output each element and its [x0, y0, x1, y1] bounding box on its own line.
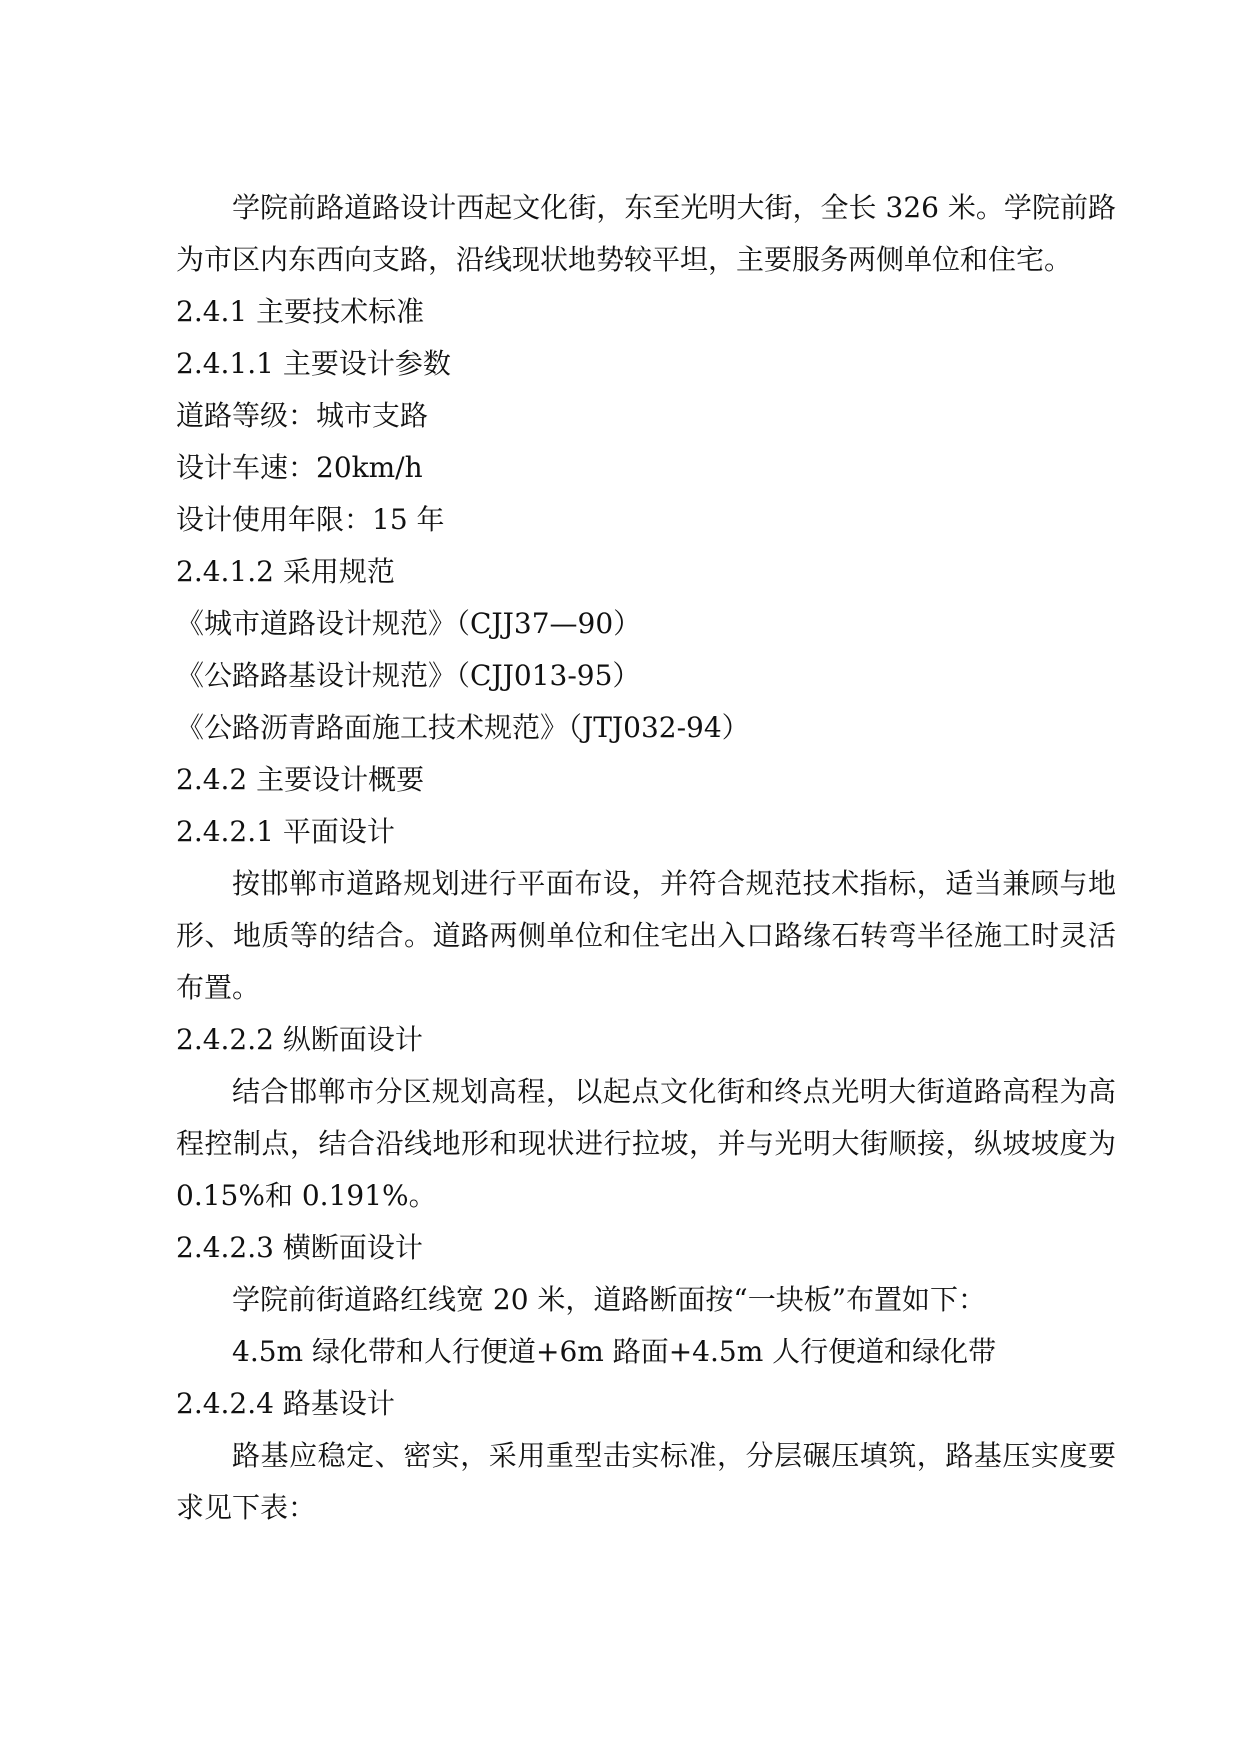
- section-heading-2-4-2-2: 2.4.2.2 纵断面设计: [176, 1023, 423, 1056]
- section-heading-2-4-2-4: 2.4.2.4 路基设计: [176, 1387, 395, 1420]
- section-heading-2-4-2-3: 2.4.2.3 横断面设计: [176, 1231, 423, 1264]
- document-body: [176, 182, 1116, 1534]
- section-heading-2-4-1-2: 2.4.1.2 采用规范: [176, 555, 395, 588]
- standard-item: 《公路沥青路面施工技术规范》（JTJ032-94）: [176, 711, 750, 744]
- standard-item: 《公路路基设计规范》（CJJ013-95）: [176, 659, 641, 692]
- service-life-line: 设计使用年限：15 年: [176, 503, 445, 536]
- standard-item: 《城市道路设计规范》（CJJ37—90）: [176, 607, 642, 640]
- section-heading-2-4-1: 2.4.1 主要技术标准: [176, 295, 425, 328]
- section-heading-2-4-1-1: 2.4.1.1 主要设计参数: [176, 347, 451, 380]
- subgrade-paragraph: 路基应稳定、密实，采用重型击实标准，分层碾压填筑，路基压实度要求见下表：: [176, 1439, 1116, 1524]
- design-speed-line: 设计车速：20km/h: [176, 451, 423, 484]
- profile-design-paragraph: 结合邯郸市分区规划高程，以起点文化街和终点光明大街道路高程为高程控制点，结合沿线地形和现状进行拉坡，并与光明大街顺接，纵坡坡度为 0.15%和 0.191%。: [176, 1075, 1116, 1212]
- road-grade-line: 道路等级：城市支路: [176, 399, 429, 432]
- intro-paragraph: 学院前路道路设计西起文化街，东至光明大街，全长 326 米。学院前路为市区内东西向支路，沿线现状地势较平坦，主要服务两侧单位和住宅。: [176, 191, 1116, 276]
- cross-section-layout-line: 4.5m 绿化带和人行便道+6m 路面+4.5m 人行便道和绿化带: [232, 1335, 997, 1368]
- plan-design-paragraph: 按邯郸市道路规划进行平面布设，并符合规范技术指标，适当兼顾与地形、地质等的结合。道路两侧单位和住宅出入口路缘石转弯半径施工时灵活布置。: [176, 867, 1116, 1004]
- section-heading-2-4-2-1: 2.4.2.1 平面设计: [176, 815, 395, 848]
- section-heading-2-4-2: 2.4.2 主要设计概要: [176, 763, 425, 796]
- cross-section-line: 学院前街道路红线宽 20 米，道路断面按“一块板”布置如下：: [232, 1283, 987, 1316]
